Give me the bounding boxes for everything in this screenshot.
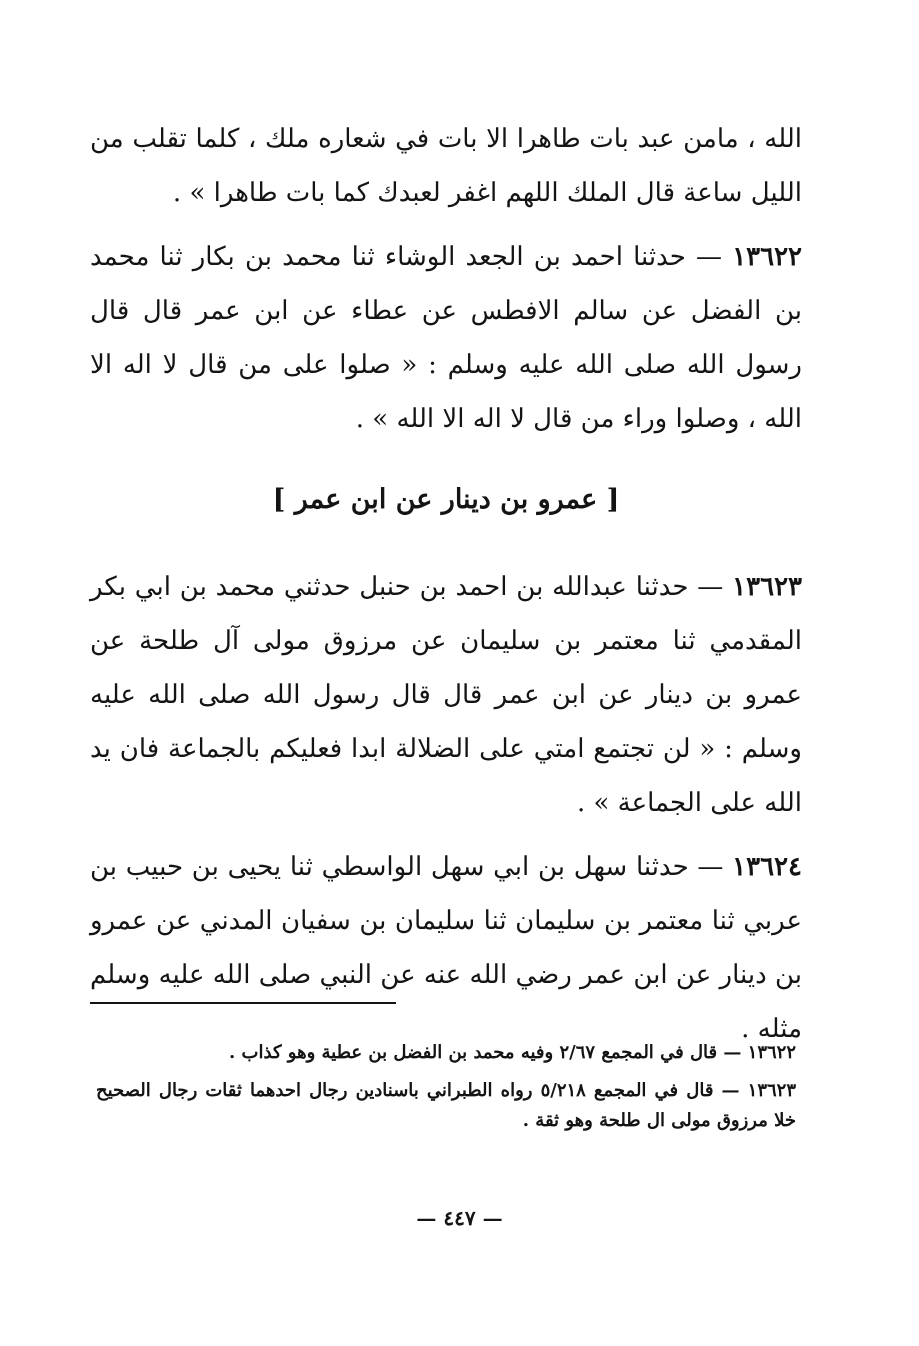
- section-heading: [ عمرو بن دينار عن ابن عمر ]: [272, 484, 620, 515]
- footnote-13623: ١٣٦٢٣ — قال في المجمع ٥/٢١٨ رواه الطبراني باسنادين رجال احدهما ثقات رجال الصحيح خلا مرزوق مولى ال طلحة وهو ثقة .: [96, 1080, 796, 1131]
- hadith-number: ١٣٦٢٢: [732, 242, 803, 272]
- main-text: [90, 112, 802, 1066]
- hadith-number: ١٣٦٢٣: [732, 572, 802, 602]
- paragraph-continuation: الله ، مامن عبد بات طاهرا الا بات في شعاره ملك ، كلما تقلب من الليل ساعة قال الملك اللهم اغفر لعبدك كما بات طاهرا » .: [90, 124, 802, 208]
- hadith-text: — حدثنا احمد بن الجعد الوشاء ثنا محمد بن بكار ثنا محمد بن الفضل عن سالم الافطس عن عطاء عن ابن عمر قال قال رسول الله صلى الله عليه وسلم : « صلوا على من قال لا اله الا الله ، وصلوا وراء من قال لا اله الا الله » .: [90, 242, 802, 434]
- footnote-13622: ١٣٦٢٢ — قال في المجمع ٢/٦٧ وفيه محمد بن الفضل بن عطية وهو كذاب .: [229, 1042, 796, 1063]
- footnotes: [96, 1038, 796, 1144]
- hadith-13622: [90, 230, 802, 446]
- hadith-text: — حدثنا سهل بن ابي سهل الواسطي ثنا يحيى بن حبيب بن عربي ثنا معتمر بن سليمان ثنا سليمان بن سفيان المدني عن عمرو بن دينار عن ابن عمر رضي الله عنه عن النبي صلى الله عليه وسلم مثله .: [90, 852, 802, 1044]
- hadith-text: — حدثنا عبدالله بن احمد بن حنبل حدثني محمد بن ابي بكر المقدمي ثنا معتمر بن سليمان عن مرزوق مولى آل طلحة عن عمرو بن دينار عن ابن عمر قال قال رسول الله صلى الله عليه وسلم : « لن تجتمع امتي على الضلالة ابدا فعليكم بالجماعة فان يد الله على الجماعة » .: [90, 572, 802, 818]
- page-number: — ٤٤٧ —: [416, 1206, 503, 1230]
- hadith-number: ١٣٦٢٤: [732, 852, 802, 882]
- footnote-divider: [90, 1002, 396, 1004]
- hadith-13624: [90, 840, 802, 1056]
- hadith-13623: [90, 560, 802, 830]
